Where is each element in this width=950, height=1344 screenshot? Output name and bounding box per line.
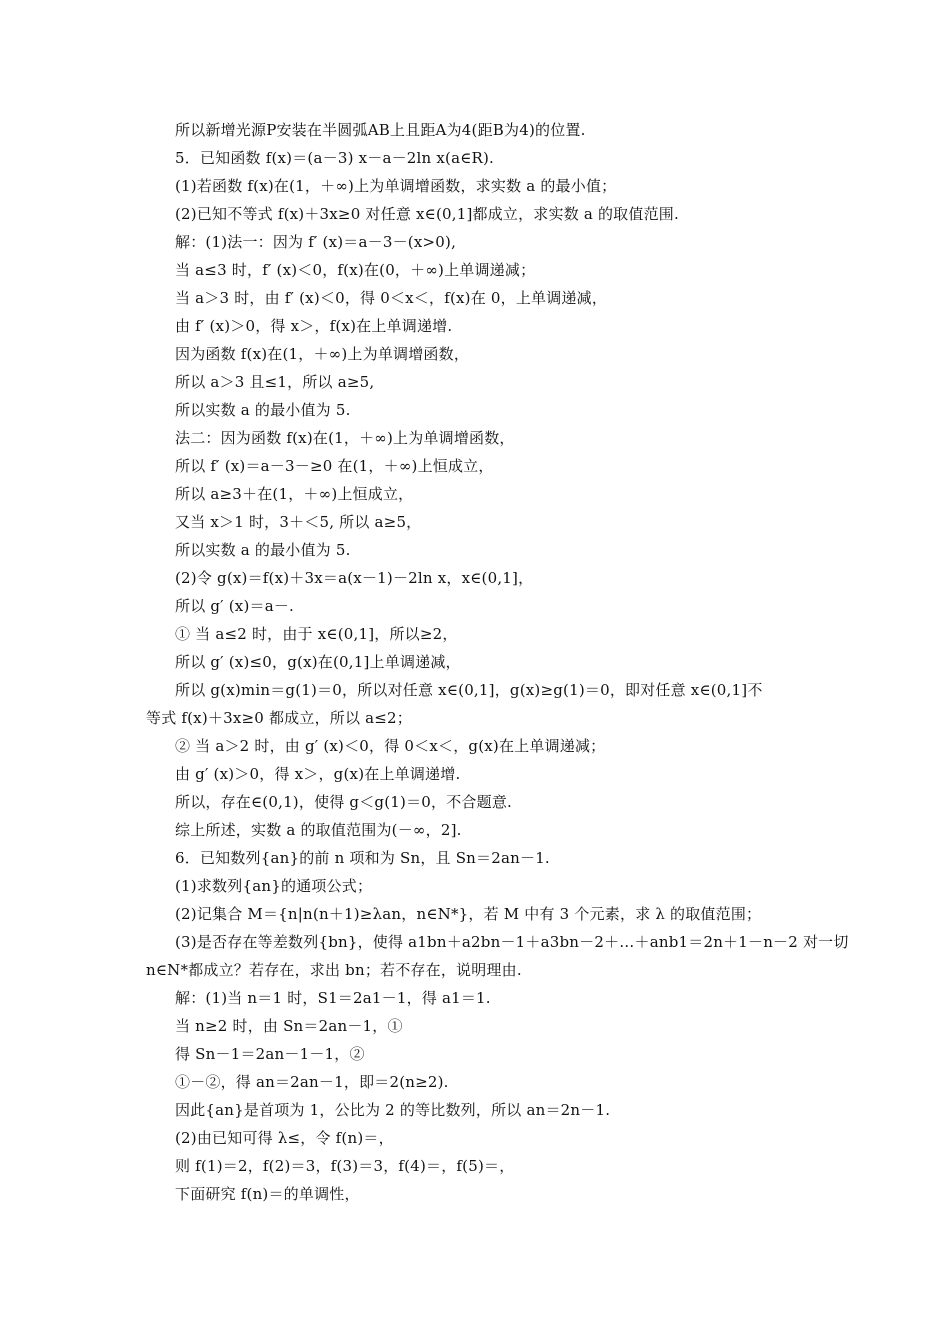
text-line: (3)是否存在等差数列{bn}，使得 a1bn＋a2bn－1＋a3bn－2＋…＋anb1＝2n＋1－n－2 对一切 bbox=[175, 933, 849, 951]
text-line: 解：(1)当 n＝1 时，S1＝2a1－1，得 a1＝1. bbox=[175, 989, 491, 1007]
text-line: 由 g′ (x)＞0，得 x＞，g(x)在上单调递增. bbox=[175, 765, 461, 783]
text-line: 法二：因为函数 f(x)在(1，＋∞)上为单调增函数， bbox=[175, 429, 515, 447]
text-line: 所以实数 a 的最小值为 5. bbox=[175, 401, 351, 419]
text-line: n∈N*都成立？若存在，求出 bn；若不存在，说明理由. bbox=[146, 961, 522, 979]
text-line: (1)若函数 f(x)在(1，＋∞)上为单调增函数，求实数 a 的最小值； bbox=[175, 177, 617, 195]
text-line: 则 f(1)＝2，f(2)＝3，f(3)＝3，f(4)＝，f(5)＝， bbox=[175, 1157, 515, 1175]
text-line: 得 Sn－1＝2an－1－1，② bbox=[175, 1045, 365, 1063]
text-line: 因此{an}是首项为 1，公比为 2 的等比数列，所以 an＝2n－1. bbox=[175, 1101, 611, 1119]
text-line: 所以 g′ (x)≤0，g(x)在(0,1]上单调递减， bbox=[175, 653, 461, 671]
text-line: 由 f′ (x)＞0，得 x＞，f(x)在上单调递增. bbox=[175, 317, 453, 335]
text-line: (2)令 g(x)＝f(x)＋3x＝a(x－1)－2ln x，x∈(0,1]， bbox=[175, 569, 534, 587]
text-line: (2)由已知可得 λ≤，令 f(n)＝， bbox=[175, 1129, 394, 1147]
text-line: (1)求数列{an}的通项公式； bbox=[175, 877, 373, 895]
text-line: 所以 a≥3＋在(1，＋∞)上恒成立， bbox=[175, 485, 414, 503]
text-line: ② 当 a＞2 时，由 g′ (x)＜0，得 0＜x＜，g(x)在上单调递减； bbox=[175, 737, 606, 755]
text-line: 所以 a＞3 且≤1，所以 a≥5, bbox=[175, 373, 375, 391]
text-line: 所以实数 a 的最小值为 5. bbox=[175, 541, 351, 559]
text-line: 当 a≤3 时，f′ (x)＜0，f(x)在(0，＋∞)上单调递减； bbox=[175, 261, 536, 279]
text-line: 当 a＞3 时，由 f′ (x)＜0，得 0＜x＜，f(x)在 0，上单调递减， bbox=[175, 289, 608, 307]
text-line: 所以 g(x)min＝g(1)＝0，所以对任意 x∈(0,1]，g(x)≥g(1)＝0，即对任意 x∈(0,1]不 bbox=[175, 681, 763, 699]
text-line: 等式 f(x)＋3x≥0 都成立，所以 a≤2； bbox=[146, 709, 412, 727]
text-line: 所以新增光源P安装在半圆弧AB上且距A为4(距B为4)的位置. bbox=[175, 121, 586, 139]
text-line: ① 当 a≤2 时，由于 x∈(0,1]，所以≥2， bbox=[175, 625, 458, 643]
text-line: 解：(1)法一：因为 f′ (x)＝a－3－(x>0), bbox=[175, 233, 457, 251]
text-line: 所以，存在∈(0,1)，使得 g＜g(1)＝0，不合题意. bbox=[175, 793, 512, 811]
text-line: 5．已知函数 f(x)＝(a－3) x－a－2ln x(a∈R). bbox=[175, 149, 495, 167]
text-line: 所以 g′ (x)＝a－. bbox=[175, 597, 295, 615]
text-line: 又当 x＞1 时，3＋＜5, 所以 a≥5， bbox=[175, 513, 422, 531]
text-line: (2)记集合 M＝{n|n(n＋1)≥λan，n∈N*}，若 M 中有 3 个元素，求 λ 的取值范围； bbox=[175, 905, 762, 923]
text-line: 综上所述，实数 a 的取值范围为(－∞，2]. bbox=[175, 821, 462, 839]
text-line: 下面研究 f(n)＝的单调性， bbox=[175, 1185, 360, 1203]
text-line: 因为函数 f(x)在(1，＋∞)上为单调增函数， bbox=[175, 345, 470, 363]
text-line: 所以 f′ (x)＝a－3－≥0 在(1，＋∞)上恒成立， bbox=[175, 457, 494, 475]
text-line: (2)已知不等式 f(x)＋3x≥0 对任意 x∈(0,1]都成立，求实数 a 的取值范围. bbox=[175, 205, 679, 223]
text-line: 6．已知数列{an}的前 n 项和为 Sn，且 Sn＝2an－1. bbox=[175, 849, 550, 867]
text-line: ①－②，得 an＝2an－1，即＝2(n≥2). bbox=[175, 1073, 449, 1091]
text-line: 当 n≥2 时，由 Sn＝2an－1，① bbox=[175, 1017, 403, 1035]
